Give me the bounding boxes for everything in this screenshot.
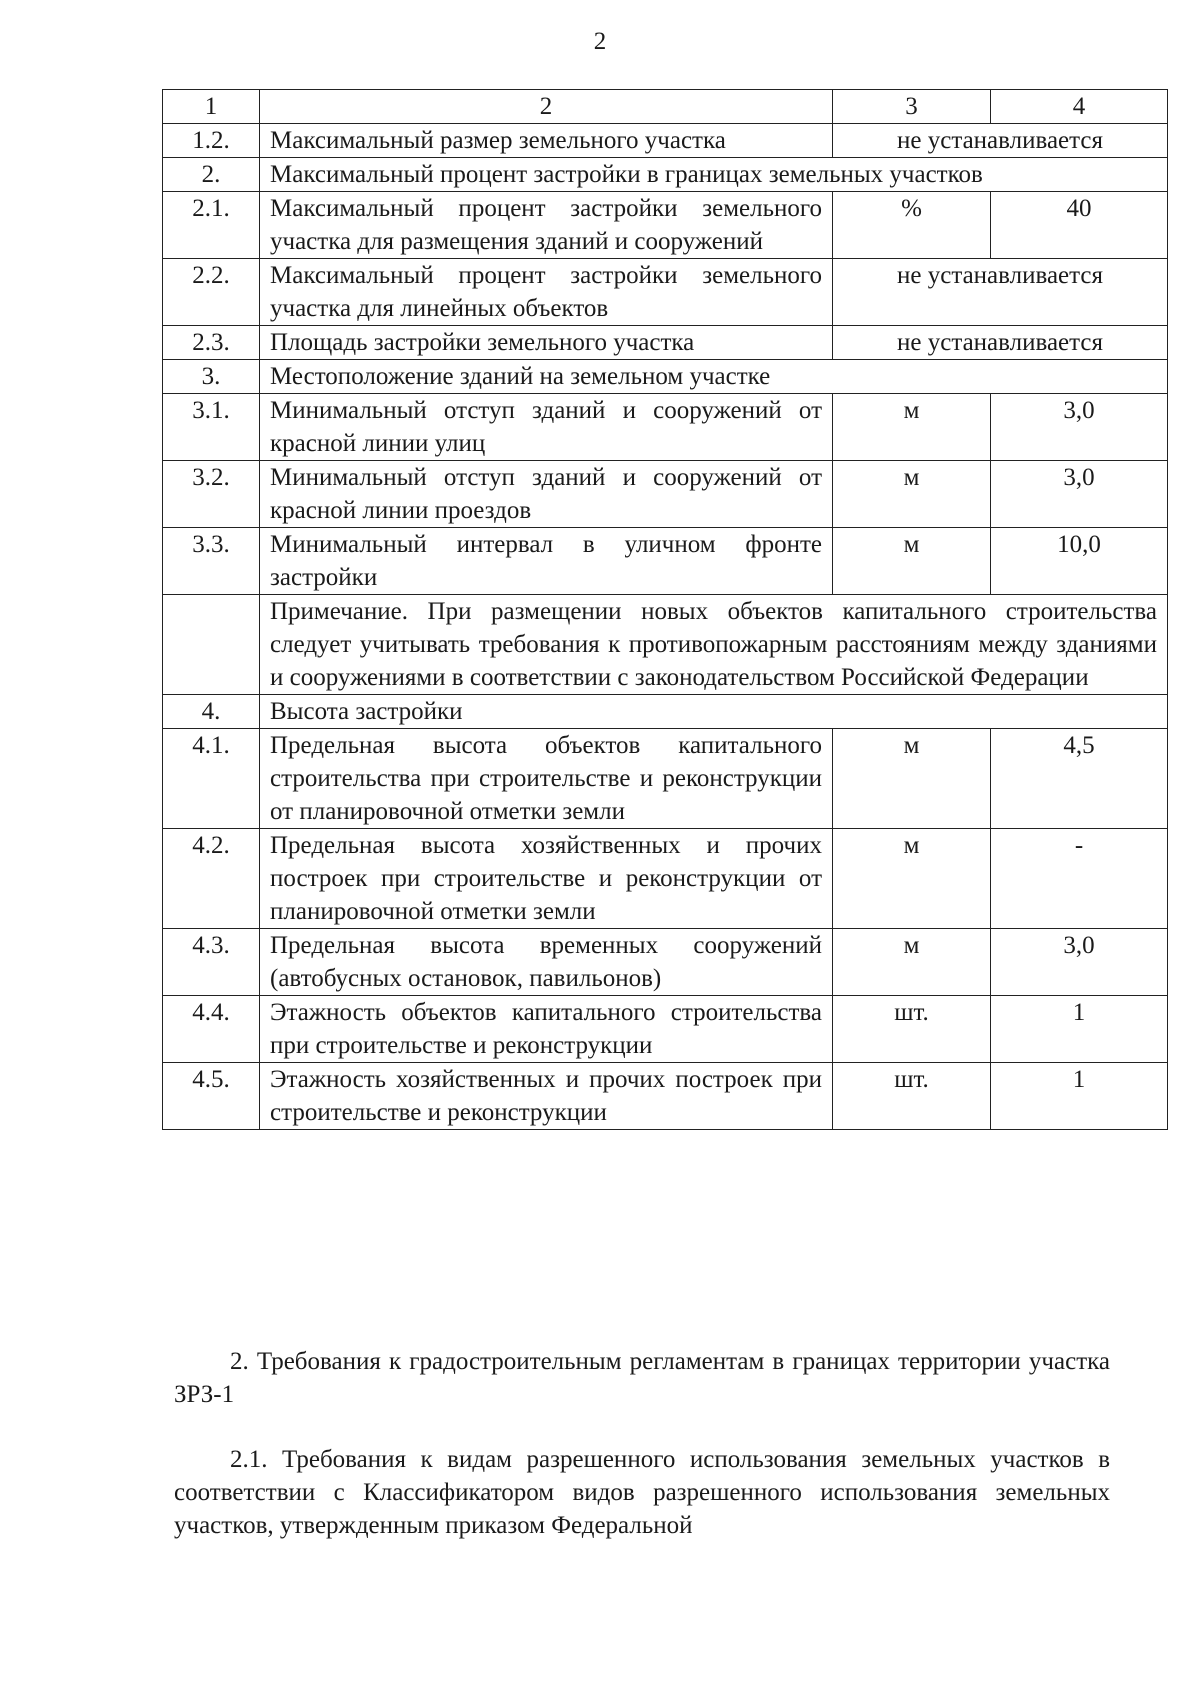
parameter-unit: м [833,929,991,996]
row-number: 2.3. [163,326,260,360]
parameter-name: Этажность хозяйственных и прочих построек при строительстве и реконструкции [260,1063,833,1130]
row-number: 4.2. [163,829,260,929]
parameter-value: 1 [991,996,1168,1063]
paragraph-section-2: 2. Требования к градостроительным регламентам в границах территории участка ЗРЗ-1 [174,1348,1110,1408]
row-number: 3.1. [163,394,260,461]
parameter-name: Максимальный процент застройки земельного участка для линейных объектов [260,259,833,326]
table-row [163,528,1168,595]
parameter-value: 4,5 [991,729,1168,829]
parameter-name: Минимальный отступ зданий и сооружений от красной линии проездов [260,461,833,528]
row-number: 4.3. [163,929,260,996]
row-number: 3.3. [163,528,260,595]
header-cell-4: 4 [991,90,1168,124]
regulations-table [162,89,1168,1130]
table-row [163,695,1168,729]
header-cell-1: 1 [163,90,260,124]
table-row [163,360,1168,394]
table-row [163,394,1168,461]
parameter-name: Минимальный интервал в уличном фронте застройки [260,528,833,595]
row-number: 1.2. [163,124,260,158]
table-row [163,461,1168,528]
row-number [163,595,260,695]
paragraph-section-2-1: 2.1. Требования к видам разрешенного использования земельных участков в соответствии с Классификатором видов разрешенного использования земельных участков, утвержденным приказом Федеральной [174,1446,1110,1539]
row-number: 2.2. [163,259,260,326]
parameter-unit: м [833,528,991,595]
section-title: Местоположение зданий на земельном участке [260,360,1168,394]
parameter-name: Максимальный процент застройки земельного участка для размещения зданий и сооружений [260,192,833,259]
table-row [163,595,1168,695]
parameter-name: Этажность объектов капитального строительства при строительстве и реконструкции [260,996,833,1063]
table-row [163,124,1168,158]
parameter-unit: шт. [833,1063,991,1130]
parameter-unit: м [833,829,991,929]
table-row [163,729,1168,829]
table-row [163,259,1168,326]
row-number: 4.5. [163,1063,260,1130]
header-cell-3: 3 [833,90,991,124]
row-number: 2. [163,158,260,192]
table-row [163,829,1168,929]
parameter-name: Минимальный отступ зданий и сооружений от красной линии улиц [260,394,833,461]
header-cell-2: 2 [260,90,833,124]
row-number: 4.1. [163,729,260,829]
row-number: 4. [163,695,260,729]
parameter-name: Предельная высота объектов капитального строительства при строительстве и реконструкции от планировочной отметки земли [260,729,833,829]
parameter-value: 3,0 [991,929,1168,996]
table-header-row [163,90,1168,124]
parameter-unit: % [833,192,991,259]
parameter-value: не устанавливается [833,326,1168,360]
parameter-unit: м [833,394,991,461]
table-row [163,192,1168,259]
table-row [163,1063,1168,1130]
parameter-value: - [991,829,1168,929]
parameter-value: не устанавливается [833,124,1168,158]
parameter-value: 1 [991,1063,1168,1130]
note-text: Примечание. При размещении новых объектов капитального строительства следует учитывать требования к противопожарным расстояниям между зданиями и сооружениями в соответствии с законодательством Российской Федерации [260,595,1168,695]
row-number: 3.2. [163,461,260,528]
parameter-name: Предельная высота временных сооружений (автобусных остановок, павильонов) [260,929,833,996]
parameter-value: 3,0 [991,394,1168,461]
page-number: 2 [593,28,607,55]
parameter-value: не устанавливается [833,259,1168,326]
section-title: Высота застройки [260,695,1168,729]
parameter-value: 10,0 [991,528,1168,595]
table-row [163,158,1168,192]
table-row [163,326,1168,360]
row-number: 3. [163,360,260,394]
parameter-unit: м [833,729,991,829]
parameter-value: 40 [991,192,1168,259]
section-title: Максимальный процент застройки в границах земельных участков [260,158,1168,192]
table-row [163,929,1168,996]
parameter-name: Максимальный размер земельного участка [260,124,833,158]
table-body [163,90,1168,1130]
parameter-name: Предельная высота хозяйственных и прочих построек при строительстве и реконструкции от планировочной отметки земли [260,829,833,929]
parameter-unit: м [833,461,991,528]
row-number: 2.1. [163,192,260,259]
parameter-name: Площадь застройки земельного участка [260,326,833,360]
table-row [163,996,1168,1063]
parameter-value: 3,0 [991,461,1168,528]
parameter-unit: шт. [833,996,991,1063]
row-number: 4.4. [163,996,260,1063]
